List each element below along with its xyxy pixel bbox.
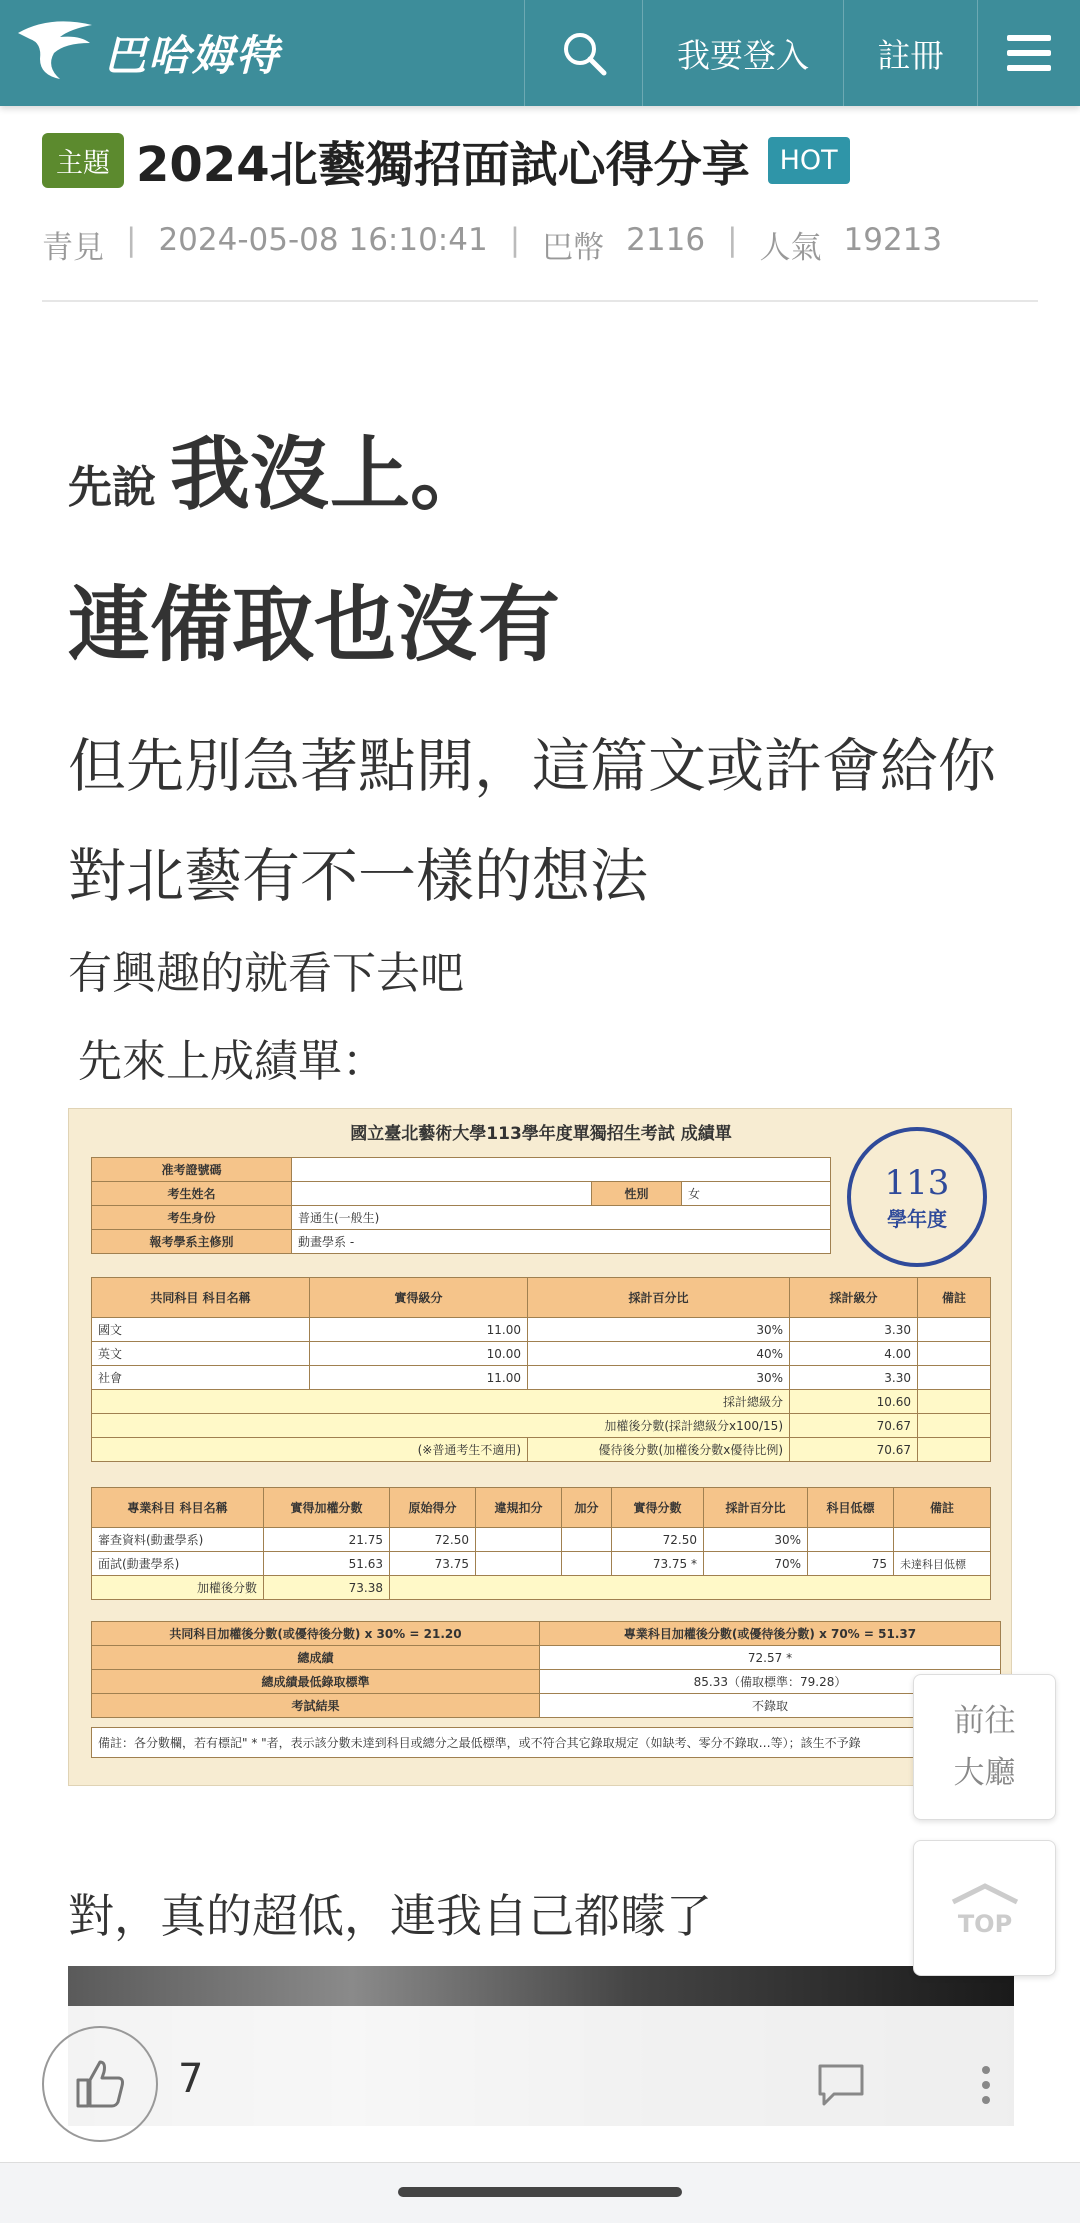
intro-paragraph: 但先別急著點開，這篇文或許會給你對北藝有不一樣的想法 (68, 732, 997, 910)
menu-button[interactable] (977, 0, 1080, 106)
logo-dragon-icon (10, 13, 100, 93)
cell: 72.57 * (540, 1646, 1001, 1670)
post-paragraph: 對，真的超低，連我自己都矇了 (68, 1889, 712, 1943)
search-button[interactable] (524, 0, 642, 106)
report-intro: 先來上成績單： (78, 1036, 386, 1087)
post-meta (42, 222, 942, 267)
table-row (92, 1622, 1001, 1646)
table-row (92, 1438, 991, 1462)
cell: 70.67 (790, 1414, 918, 1438)
title-divider (42, 300, 1038, 302)
cell (918, 1390, 991, 1414)
col-header: 採計百分比 (704, 1488, 808, 1528)
cell: 30% (704, 1528, 808, 1552)
id-value (292, 1158, 831, 1182)
cell: 不錄取 (540, 1694, 1001, 1718)
col-header: 原始得分 (390, 1488, 476, 1528)
coins-value: 2116 (626, 222, 706, 258)
author-name[interactable]: 青見 (42, 230, 104, 266)
cell: 72.50 (612, 1528, 704, 1552)
cell: 70.67 (790, 1438, 918, 1462)
cell: 21.75 (264, 1528, 390, 1552)
table-row (92, 1318, 991, 1342)
col-header: 科目低標 (808, 1488, 894, 1528)
cell: 3.30 (790, 1318, 918, 1342)
cell (918, 1366, 991, 1390)
back-to-top-icon (945, 1878, 1025, 1938)
cell: 11.00 (310, 1318, 528, 1342)
cell (918, 1342, 991, 1366)
table-row (92, 1552, 991, 1576)
subheadline: 連備取也沒有 (68, 578, 561, 673)
school-seal (847, 1127, 987, 1267)
table-row (92, 1342, 991, 1366)
summary-table (91, 1621, 1001, 1718)
site-logo[interactable] (0, 0, 524, 106)
thumbs-up-icon (72, 2056, 128, 2112)
coins-label: 巴幣 (542, 230, 605, 266)
cell (562, 1552, 612, 1576)
top-label: TOP (957, 1910, 1012, 1938)
cell: 專業科目加權後分數(或優待後分數) x 70% = 51.37 (540, 1622, 1001, 1646)
col-header: 專業科目 科目名稱 (92, 1488, 264, 1528)
col-header: 實得分數 (612, 1488, 704, 1528)
cell: 未達科目低標 (894, 1552, 991, 1576)
cell: 10.60 (790, 1390, 918, 1414)
post-title: 2024北藝獨招面試心得分享 (136, 137, 750, 193)
meta-separator: | (727, 222, 738, 258)
cell: 面試(動畫學系) (92, 1552, 264, 1576)
dept-label: 報考學系主修別 (92, 1230, 292, 1254)
cell: 加權後分數(採計總級分x100/15) (92, 1414, 790, 1438)
col-header: 備註 (894, 1488, 991, 1528)
common-subjects-table (91, 1277, 991, 1462)
cell: 總成績最低錄取標準 (92, 1670, 540, 1694)
cell: 30% (528, 1366, 790, 1390)
register-button[interactable]: 註冊 (843, 0, 977, 106)
cell (476, 1528, 562, 1552)
col-header: 實得級分 (310, 1278, 528, 1318)
search-icon (560, 29, 608, 77)
major-subjects-table (91, 1487, 991, 1600)
bottom-action-bar (0, 2006, 1080, 2166)
col-header: 採計級分 (790, 1278, 918, 1318)
cell: 85.33（備取標準：79.28） (540, 1670, 1001, 1694)
identity-value: 普通生(一般生) (292, 1206, 831, 1230)
menu-icon (1007, 35, 1051, 71)
cell (894, 1528, 991, 1552)
cell: 4.00 (790, 1342, 918, 1366)
cell: 10.00 (310, 1342, 528, 1366)
lobby-label-2: 大廳 (953, 1755, 1016, 1791)
applicant-info-table (91, 1157, 831, 1254)
like-count: 7 (178, 2056, 204, 2102)
popularity-label: 人氣 (759, 230, 822, 266)
dept-value: 動畫學系 - (292, 1230, 831, 1254)
cell: 73.75 * (612, 1552, 704, 1576)
report-note: 備註：各分數欄，若有標記" * "者，表示該分數未達到科目或總分之最低標準，或不符合其它錄取規定（如缺考、零分不錄取…等）；該生不予錄 (91, 1727, 1001, 1758)
table-row (92, 1694, 1001, 1718)
col-header: 備註 (918, 1278, 991, 1318)
back-to-top-button[interactable] (913, 1840, 1056, 1976)
cell: 審查資料(動畫學系) (92, 1528, 264, 1552)
cell: (※普通考生不適用) (92, 1438, 528, 1462)
cell (390, 1576, 991, 1600)
gender-label: 性別 (592, 1182, 682, 1206)
cell (918, 1318, 991, 1342)
cell: 英文 (92, 1342, 310, 1366)
cell: 70% (704, 1552, 808, 1576)
col-header: 實得加權分數 (264, 1488, 390, 1528)
go-to-lobby-button[interactable] (913, 1674, 1056, 1820)
table-row (92, 1646, 1001, 1670)
cell: 11.00 (310, 1366, 528, 1390)
report-title: 國立臺北藝術大學113學年度單獨招生考試 成績單 (350, 1124, 732, 1144)
comment-icon[interactable] (816, 2062, 866, 2108)
cell: 73.75 (390, 1552, 476, 1576)
lobby-label-1: 前往 (953, 1703, 1016, 1739)
topic-tag: 主題 (42, 133, 124, 188)
meta-separator: | (126, 222, 137, 258)
table-row (92, 1528, 991, 1552)
home-gesture-handle[interactable] (398, 2187, 682, 2197)
seal-label: 學年度 (887, 1206, 947, 1231)
more-options-icon[interactable] (976, 2062, 996, 2108)
headline-main: 我沒上。 (170, 428, 490, 521)
col-header: 加分 (562, 1488, 612, 1528)
login-button[interactable]: 我要登入 (642, 0, 843, 106)
headline-prefix: 先說 (68, 462, 156, 513)
cell: 總成績 (92, 1646, 540, 1670)
meta-separator: | (509, 222, 521, 258)
popularity-value: 19213 (843, 222, 943, 258)
cell (808, 1528, 894, 1552)
identity-label: 考生身份 (92, 1206, 292, 1230)
cell: 30% (528, 1318, 790, 1342)
seal-year: 113 (884, 1162, 950, 1203)
system-navigation-bar (0, 2162, 1080, 2223)
table-row (92, 1576, 991, 1600)
cell: 社會 (92, 1366, 310, 1390)
cell: 73.38 (264, 1576, 390, 1600)
cell: 採計總級分 (92, 1390, 790, 1414)
top-navigation-bar (0, 0, 1080, 106)
cell: 加權後分數 (92, 1576, 264, 1600)
headline-line (68, 410, 1028, 520)
post-datetime: 2024-05-08 16:10:41 (158, 222, 488, 258)
cell: 優待後分數(加權後分數x優待比例) (528, 1438, 790, 1462)
cell: 72.50 (390, 1528, 476, 1552)
cell: 共同科目加權後分數(或優待後分數) x 30% = 21.20 (92, 1622, 540, 1646)
cell (562, 1528, 612, 1552)
hot-badge: HOT (768, 137, 850, 184)
table-row (92, 1414, 991, 1438)
cell: 3.30 (790, 1366, 918, 1390)
cell (476, 1552, 562, 1576)
col-header: 採計百分比 (528, 1278, 790, 1318)
gender-value: 女 (682, 1182, 831, 1206)
table-row (92, 1670, 1001, 1694)
cell (918, 1414, 991, 1438)
cell: 考試結果 (92, 1694, 540, 1718)
cell: 75 (808, 1552, 894, 1576)
cell: 40% (528, 1342, 790, 1366)
name-value (292, 1182, 592, 1206)
article-body (68, 410, 1028, 1089)
post-title-row (42, 126, 850, 195)
name-label: 考生姓名 (92, 1182, 292, 1206)
id-label: 准考證號碼 (92, 1158, 292, 1182)
cell: 國文 (92, 1318, 310, 1342)
cell: 51.63 (264, 1552, 390, 1576)
intro-line: 有興趣的就看下去吧 (68, 948, 464, 999)
col-header: 共同科目 科目名稱 (92, 1278, 310, 1318)
cell (918, 1438, 991, 1462)
col-header: 違規扣分 (476, 1488, 562, 1528)
score-report-image[interactable] (68, 1108, 1012, 1786)
table-row (92, 1366, 991, 1390)
logo-text: 巴哈姆特 (104, 31, 281, 80)
table-row (92, 1390, 991, 1414)
like-button[interactable] (42, 2026, 158, 2142)
